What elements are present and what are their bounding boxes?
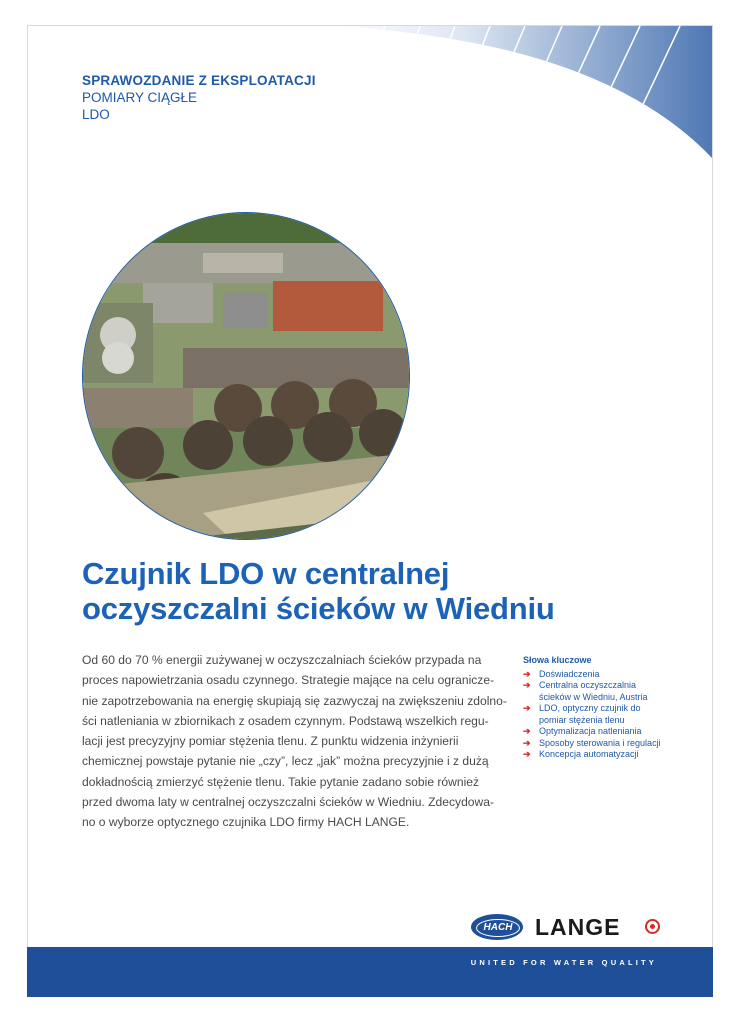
report-header [82,72,316,123]
arrow-right-icon: ➔ [523,680,531,690]
lange-logo-mark-icon [645,919,660,934]
keyword-text: pomiar stężenia tlenu [539,714,625,725]
body-line: nie zapotrzebowania na energię skupiają się zazwyczaj na zwiększeniu zdolno- [82,693,507,708]
body-line: proces napowietrzania osadu czynnego. Strategie mające na celu ogranicze- [82,673,495,688]
keyword-item [523,726,703,738]
title-line-2: oczyszczalni ścieków w Wiedniu [82,591,555,626]
keyword-text: ścieków w Wiedniu, Austria [539,691,648,702]
keyword-text: Centralna oczyszczalnia [539,680,637,690]
body-line: chemicznej powstaje pytanie nie „czy”, lecz „jak” można precyzyjnie i z dużą [82,754,489,769]
keyword-item [523,669,703,681]
title-line-1: Czujnik LDO w centralnej [82,556,450,591]
report-product: LDO [82,107,110,122]
keyword-text: Koncepcja automatyzacji [539,749,639,759]
body-line: ści natleniania w zbiornikach z osadem czynnym. Podstawą wszelkich regu- [82,713,489,728]
hach-logo-text: HACH [476,919,520,937]
keyword-text: Sposoby sterowania i regulacji [539,737,661,748]
arrow-right-icon: ➔ [523,737,531,748]
body-line: Od 60 do 70 % energii zużywanej w oczyszczalniach ścieków przypada na [82,653,482,667]
keywords-title: Słowa kluczowe [523,655,592,665]
footer-bar [27,947,713,997]
body-line: no o wyborze optycznego czujnika LDO firmy HACH LANGE. [82,815,410,830]
keyword-text: Doświadczenia [539,668,600,679]
report-category: POMIARY CIĄGŁE [82,90,198,105]
arrow-right-icon: ➔ [523,703,531,713]
keywords-box [523,655,703,761]
body-line: przed dwoma laty w centralnej oczyszczalni ścieków w Wiedniu. Zdecydowa- [82,795,495,810]
arrow-right-icon: ➔ [523,668,531,679]
page-title [82,556,662,626]
report-type: SPRAWOZDANIE Z EKSPLOATACJI [82,73,316,88]
lange-logo-text: LANGE [535,914,621,940]
keyword-item [523,703,703,726]
aerial-photo-image [83,213,410,540]
page-frame-left [27,25,28,997]
footer-tagline: UNITED FOR WATER QUALITY [470,958,657,967]
keyword-text: LDO, optyczny czujnik do [539,703,641,713]
aerial-photo [82,212,410,540]
keyword-item [523,680,703,703]
body-line: dokładnością zmierzyć stężenie tlenu. Takie pytanie zadano sobie również [82,774,480,789]
keywords-list [523,669,703,761]
keyword-item [523,749,703,761]
intro-paragraph [82,650,512,833]
keyword-item [523,738,703,750]
hach-logo-oval [471,914,523,940]
arrow-right-icon: ➔ [523,749,531,759]
page-frame-right [712,25,713,997]
body-line: lacji jest precyzyjny pomiar stężenia tlenu. Z punktu widzenia inżynierii [82,734,459,749]
keyword-text: Optymalizacja natleniania [539,726,642,736]
arrow-right-icon: ➔ [523,726,531,736]
